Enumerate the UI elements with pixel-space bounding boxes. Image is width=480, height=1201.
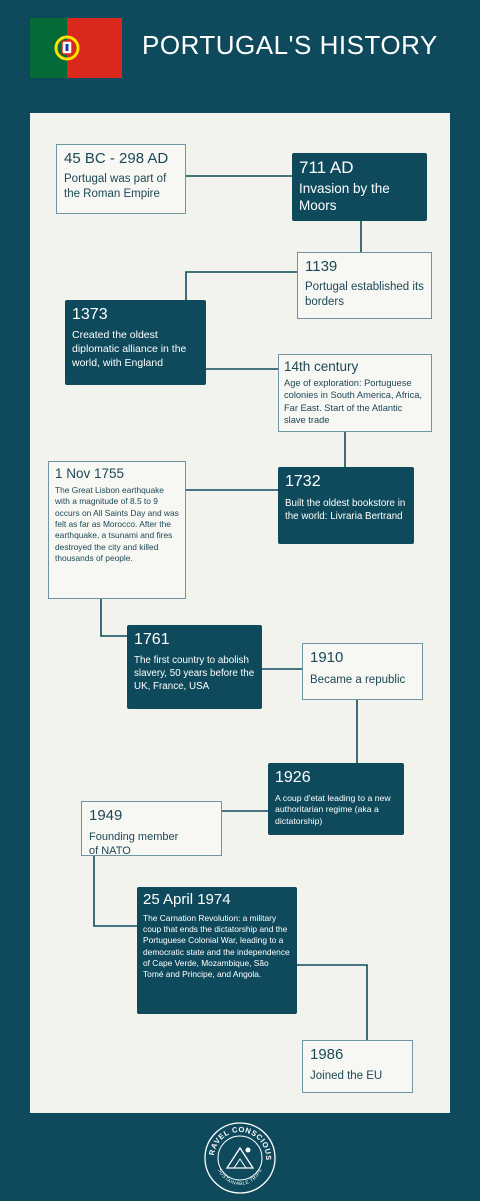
logo-sun-icon	[246, 1148, 251, 1153]
timeline-event-eu	[302, 1040, 413, 1093]
svg-text:SUSTAINABLE TRIPS	[216, 1168, 263, 1187]
timeline-event-earthquake	[48, 461, 186, 599]
event-date: 45 BC - 298 AD	[64, 150, 169, 167]
event-date: 711 AD	[299, 158, 354, 177]
event-description: Founding member of NATO	[89, 830, 179, 858]
event-date: 1910	[310, 649, 344, 666]
timeline-event-nato	[81, 801, 222, 856]
flag-red-band	[67, 18, 122, 78]
timeline-event-exploration	[278, 354, 432, 432]
event-description: The Great Lisbon earthquake with a magnitude of 8.5 to 9 occurs on All Saints Day and was felt as far as Morocco. After the earthquake, a tsunami and fires destroyed the city and killed thousands of people.	[55, 484, 179, 563]
event-date: 14th century	[284, 359, 359, 374]
event-date: 1986	[310, 1046, 344, 1063]
timeline-event-coup	[268, 763, 404, 835]
event-date: 1732	[285, 473, 321, 490]
logo-top-text: RAVEL CONSCIOUS	[207, 1124, 274, 1161]
event-date: 1 Nov 1755	[55, 466, 125, 481]
event-description: Joined the EU	[310, 1069, 383, 1082]
portugal-flag	[30, 18, 122, 78]
event-date: 1926	[275, 769, 311, 786]
timeline-event-borders	[297, 252, 432, 319]
event-date: 25 April 1974	[143, 891, 231, 908]
event-description: A coup d'etat leading to a new authoritarian regime (aka a dictatorship)	[275, 792, 391, 827]
event-description: Portugal was part of the Roman Empire	[64, 172, 167, 201]
travel-conscious-logo	[202, 1120, 278, 1196]
timeline-event-roman-empire	[56, 144, 186, 214]
logo-bottom-text: SUSTAINABLE TRIPS	[216, 1168, 264, 1188]
event-description: The first country to abolish slavery, 50 years before the UK, France, USA	[134, 654, 255, 693]
timeline-event-carnation-revolution	[137, 887, 297, 1014]
event-date: 1139	[305, 258, 338, 275]
event-description: The Carnation Revolution: a military coup that ends the dictatorship and the Portuguese Colonial War, leading to a democratic state and the independence of Cape Verde, Mozambique, São Tomé and Principe, and Angola.	[143, 912, 290, 980]
event-description: Age of exploration: Portuguese colonies in South America, Africa, Far East. Start of the Atlantic slave trade	[284, 377, 422, 426]
event-description: Portugal established its borders	[305, 280, 424, 309]
page-title: PORTUGAL'S HISTORY	[142, 30, 438, 60]
timeline-event-republic	[302, 643, 423, 700]
timeline-event-alliance	[65, 300, 206, 385]
event-description: Invasion by the Moors	[299, 180, 390, 214]
event-date: 1761	[134, 631, 170, 648]
event-description: Became a republic	[310, 673, 406, 686]
timeline-event-abolish-slavery	[127, 625, 262, 709]
event-date: 1373	[72, 306, 108, 323]
timeline-event-bookstore	[278, 467, 414, 544]
svg-text:TRAVEL CONSCIOUS	[202, 1120, 273, 1161]
event-description: Created the oldest diplomatic alliance in the world, with England	[72, 328, 187, 369]
timeline-event-moors	[292, 153, 427, 221]
event-description: Built the oldest bookstore in the world: Livraria Bertrand	[285, 497, 406, 522]
event-date: 1949	[89, 807, 123, 824]
